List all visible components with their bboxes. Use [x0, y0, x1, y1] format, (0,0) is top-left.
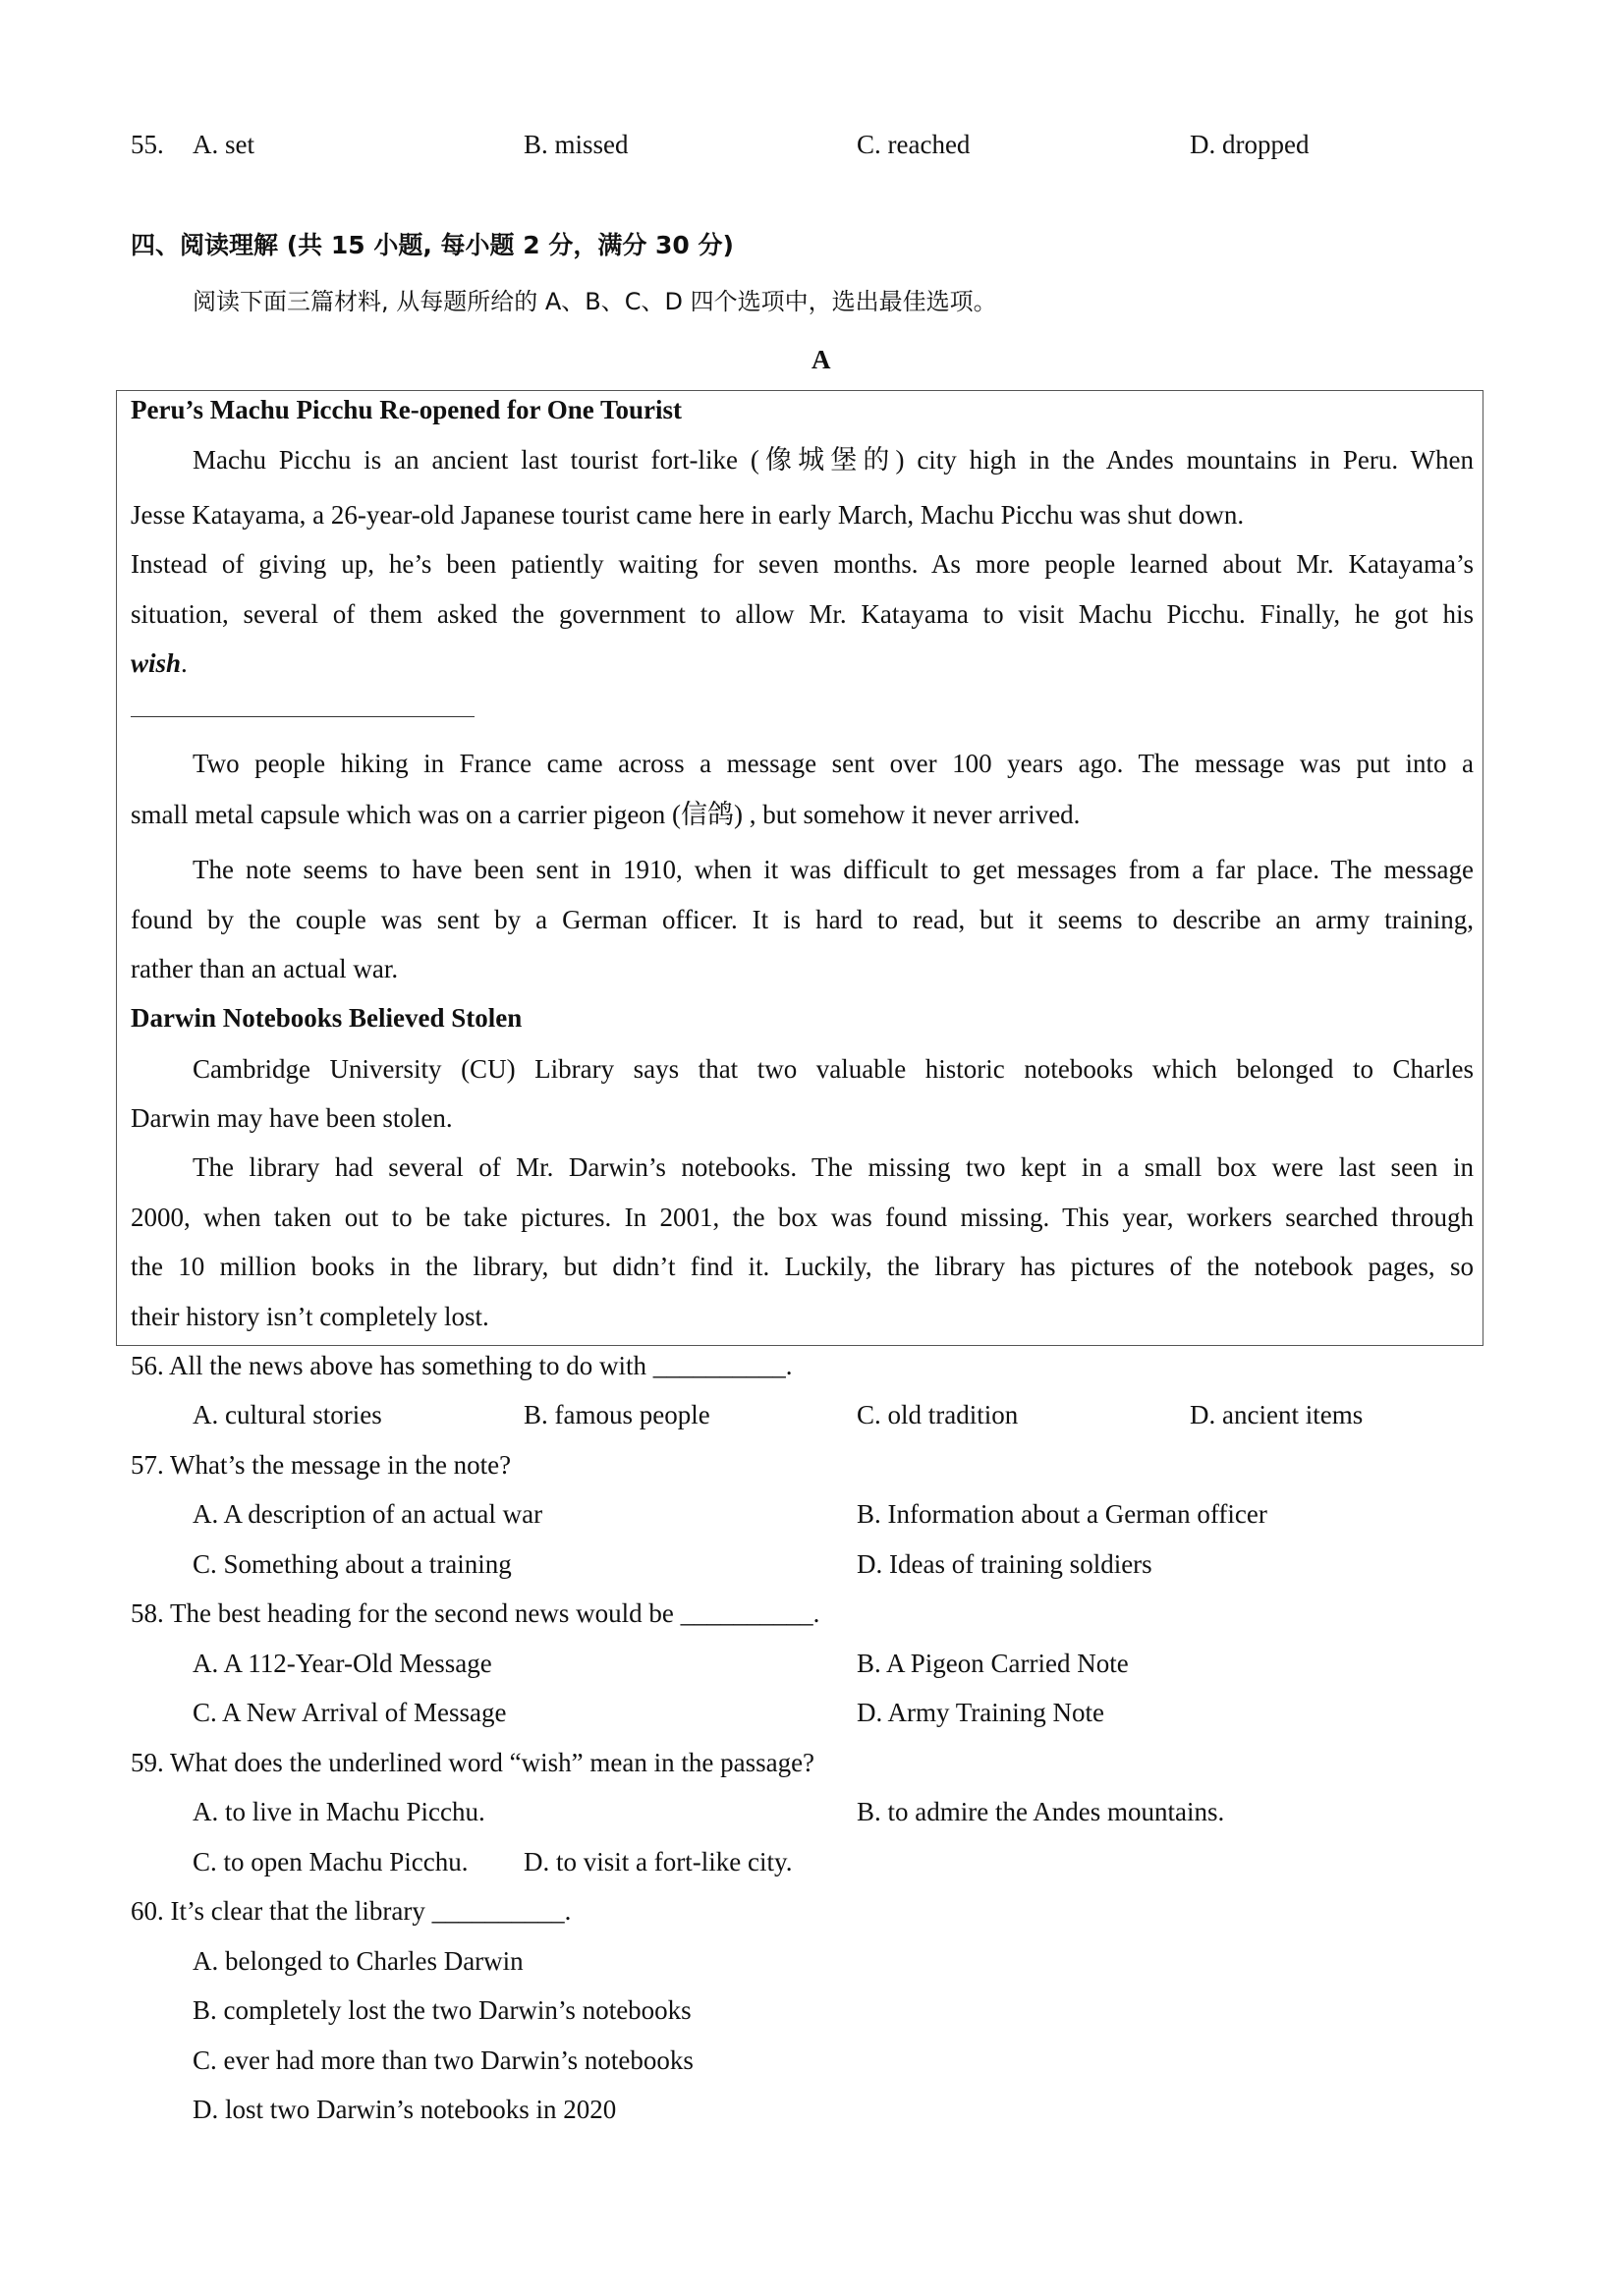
news3-line2: Darwin may have been stolen. — [131, 1103, 453, 1133]
news3-line4: 2000, when taken out to be take pictures. In 2001, the box was found missing. This year, workers searched through — [131, 1203, 1474, 1232]
q60-option-b: B. completely lost the two Darwin’s notebooks — [193, 1995, 692, 2025]
q55-option-c: C. reached — [857, 130, 971, 159]
q59-stem: 59. What does the underlined word “wish” mean in the passage? — [131, 1748, 815, 1777]
news2-line2: small metal capsule which was on a carrier pigeon (信鸽) , but somehow it never arrived. — [131, 800, 1081, 829]
q58-option-c: C. A New Arrival of Message — [193, 1698, 507, 1727]
news3-line1: Cambridge University (CU) Library says that two valuable historic notebooks which belonged to Charles — [193, 1054, 1474, 1084]
news2-line1: Two people hiking in France came across a message sent over 100 years ago. The message was put into a — [193, 749, 1474, 778]
news1-line5 — [131, 647, 188, 679]
q60-stem: 60. It’s clear that the library __________. — [131, 1896, 572, 1926]
q56-stem: 56. All the news above has something to do with __________. — [131, 1351, 793, 1380]
q56-option-d: D. ancient items — [1190, 1400, 1364, 1429]
q60-option-d: D. lost two Darwin’s notebooks in 2020 — [193, 2095, 617, 2124]
section-instruction: 阅读下面三篇材料, 从每题所给的 A、B、C、D 四个选项中，选出最佳选项。 — [193, 288, 997, 315]
q55-option-a: A. set — [193, 130, 254, 159]
q56-option-b: B. famous people — [524, 1400, 710, 1429]
q56-option-a: A. cultural stories — [193, 1400, 382, 1429]
q57-stem: 57. What’s the message in the note? — [131, 1450, 512, 1480]
q57-option-a: A. A description of an actual war — [193, 1499, 543, 1529]
q57-option-b: B. Information about a German officer — [857, 1499, 1267, 1529]
q57-option-c: C. Something about a training — [193, 1549, 512, 1579]
news1-line2: Jesse Katayama, a 26-year-old Japanese tourist came here in early March, Machu Picchu was shut down. — [131, 500, 1245, 530]
q59-option-b: B. to admire the Andes mountains. — [857, 1797, 1225, 1826]
underlined-word-wish: wish — [131, 648, 182, 678]
part-label: A — [812, 345, 831, 374]
section-title: 四、阅读理解 (共 15 小题, 每小题 2 分，满分 30 分) — [131, 231, 734, 259]
q58-option-a: A. A 112-Year-Old Message — [193, 1649, 492, 1678]
q55-number: 55. — [131, 130, 164, 159]
news3-line5: the 10 million books in the library, but didn’t find it. Luckily, the library has pictures of the notebook pages, so — [131, 1252, 1474, 1281]
q59-option-d: D. to visit a fort-like city. — [524, 1847, 793, 1876]
news2-line4: found by the couple was sent by a German officer. It is hard to read, but it seems to describe an army training, — [131, 905, 1474, 934]
q58-option-d: D. Army Training Note — [857, 1698, 1105, 1727]
q59-option-c: C. to open Machu Picchu. — [193, 1847, 469, 1876]
q60-option-c: C. ever had more than two Darwin’s notebooks — [193, 2045, 694, 2075]
q58-stem: 58. The best heading for the second news would be __________. — [131, 1598, 820, 1628]
news3-heading: Darwin Notebooks Believed Stolen — [131, 1003, 523, 1033]
news2-line3: The note seems to have been sent in 1910, when it was difficult to get messages from a far place. The message — [193, 855, 1474, 884]
q58-option-b: B. A Pigeon Carried Note — [857, 1649, 1129, 1678]
news1-heading: Peru’s Machu Picchu Re-opened for One Tourist — [131, 395, 682, 424]
news1-line5-end: . — [181, 648, 188, 678]
q59-option-a: A. to live in Machu Picchu. — [193, 1797, 485, 1826]
news1-line3: Instead of giving up, he’s been patiently waiting for seven months. As more people learned about Mr. Katayama’s — [131, 549, 1474, 579]
news1-line1: Machu Picchu is an ancient last tourist fort-like (像城堡的) city high in the Andes mountains in Peru. When — [193, 445, 1474, 475]
q56-option-c: C. old tradition — [857, 1400, 1019, 1429]
news1-line4: situation, several of them asked the government to allow Mr. Katayama to visit Machu Picchu. Finally, he got his — [131, 599, 1474, 629]
news3-line6: their history isn’t completely lost. — [131, 1302, 489, 1331]
news3-line3: The library had several of Mr. Darwin’s notebooks. The missing two kept in a small box were last seen in — [193, 1152, 1474, 1182]
q55-option-b: B. missed — [524, 130, 629, 159]
q60-option-a: A. belonged to Charles Darwin — [193, 1946, 524, 1976]
news-separator — [131, 716, 475, 717]
q57-option-d: D. Ideas of training soldiers — [857, 1549, 1152, 1579]
q55-option-d: D. dropped — [1190, 130, 1310, 159]
news2-line5: rather than an actual war. — [131, 954, 399, 983]
